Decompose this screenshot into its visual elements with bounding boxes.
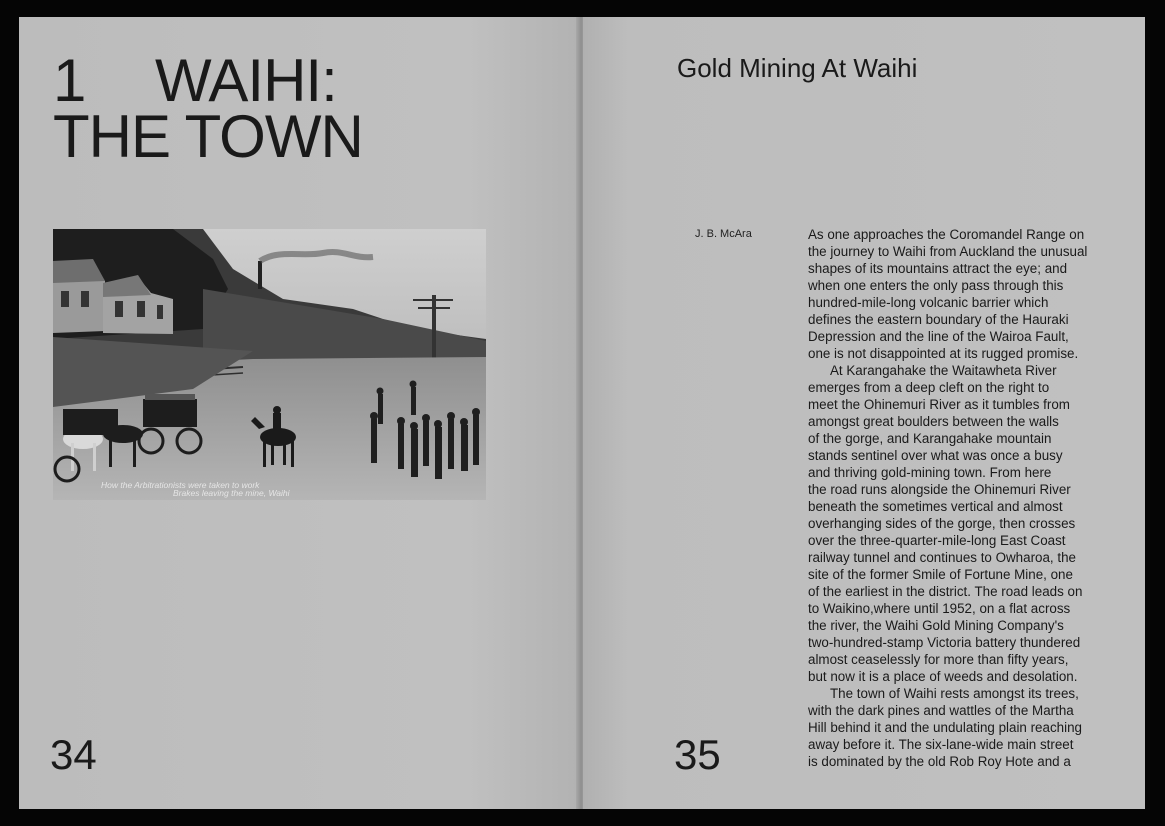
body-line: is dominated by the old Rob Roy Hote and a xyxy=(808,754,1071,769)
body-line: of the earliest in the district. The road leads on xyxy=(808,584,1083,599)
body-line: amongst great boulders between the walls xyxy=(808,414,1059,429)
chapter-title-line1: WAIHI: xyxy=(155,47,337,114)
body-line: stands sentinel over what was once a busy xyxy=(808,448,1063,463)
body-line: the journey to Waihi from Auckland the unusual xyxy=(808,244,1088,259)
photo-caption-line2: Brakes leaving the mine, Waihi xyxy=(173,488,290,498)
body-line: two-hundred-stamp Victoria battery thundered xyxy=(808,635,1081,650)
body-line: railway tunnel and continues to Owharoa, the xyxy=(808,550,1076,565)
body-line: of the gorge, and Karangahake mountain xyxy=(808,431,1052,446)
body-line: but now it is a place of weeds and desolation. xyxy=(808,669,1078,684)
article-body xyxy=(808,226,1110,770)
body-line: almost ceaselessly for more than fifty years, xyxy=(808,652,1069,667)
body-line: the road runs alongside the Ohinemuri River xyxy=(808,482,1071,497)
body-line: overhanging sides of the gorge, then crosses xyxy=(808,516,1076,531)
right-page-number: 35 xyxy=(674,731,721,778)
body-line: The town of Waihi rests amongst its trees, xyxy=(830,686,1079,701)
body-line: emerges from a deep cleft on the right to xyxy=(808,380,1050,395)
chapter-number: 1 xyxy=(53,47,86,114)
author-name: J. B. McAra xyxy=(695,228,752,240)
body-line: At Karangahake the Waitawheta River xyxy=(830,363,1057,378)
body-line: shapes of its mountains attract the eye; and xyxy=(808,261,1068,276)
body-line: and thriving gold-mining town. From here xyxy=(808,465,1052,480)
body-line: over the three-quarter-mile-long East Coast xyxy=(808,533,1066,548)
right-page xyxy=(583,17,1145,809)
body-line: one is not disappointed at its rugged promise. xyxy=(808,346,1079,361)
body-line: Hill behind it and the undulating plain reaching xyxy=(808,720,1082,735)
body-line: defines the eastern boundary of the Hauraki xyxy=(808,312,1069,327)
chapter-title-line2: THE TOWN xyxy=(53,103,363,170)
historic-street-photo xyxy=(53,229,486,500)
chapter-title xyxy=(53,47,363,170)
body-line: the river, the Waihi Gold Mining Company's xyxy=(808,618,1064,633)
body-line: Depression and the line of the Wairoa Fault, xyxy=(808,329,1069,344)
photo-caption-line1: How the Arbitrationists were taken to work xyxy=(101,480,260,490)
body-line: site of the former Smile of Fortune Mine, one xyxy=(808,567,1073,582)
body-line: beneath the sometimes vertical and almost xyxy=(808,499,1063,514)
left-page xyxy=(19,17,579,809)
body-line: to Waikino,where until 1952, on a flat across xyxy=(808,601,1071,616)
body-line: away before it. The six-lane-wide main street xyxy=(808,737,1074,752)
body-line: with the dark pines and wattles of the Martha xyxy=(808,703,1074,718)
left-page-number: 34 xyxy=(50,731,97,778)
article-title: Gold Mining At Waihi xyxy=(677,53,918,83)
body-line: As one approaches the Coromandel Range on xyxy=(808,227,1085,242)
body-line: meet the Ohinemuri River as it tumbles from xyxy=(808,397,1070,412)
body-line: when one enters the only pass through this xyxy=(808,278,1064,293)
body-line: hundred-mile-long volcanic barrier which xyxy=(808,295,1049,310)
